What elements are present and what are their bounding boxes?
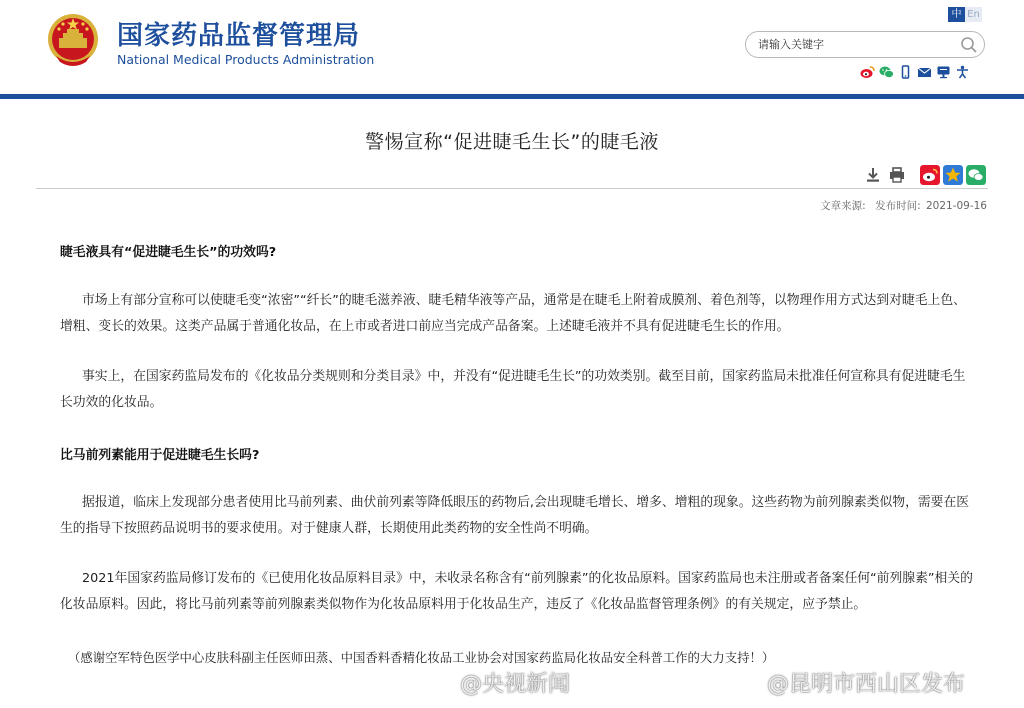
lang-en-button[interactable]: En xyxy=(965,7,982,22)
search-input[interactable] xyxy=(758,36,948,53)
watermark-left-text: @央视新闻 xyxy=(460,672,571,697)
national-emblem-icon xyxy=(46,12,100,68)
site-title[interactable]: 国家药品监督管理局 xyxy=(117,21,361,51)
weibo-icon[interactable] xyxy=(860,65,875,79)
article-meta xyxy=(820,198,987,213)
language-switch xyxy=(948,7,982,22)
paragraph-1 xyxy=(60,288,978,340)
feedback-icon[interactable] xyxy=(936,65,951,79)
watermark-right xyxy=(735,667,965,698)
site-header xyxy=(0,0,1024,94)
paragraph-2-text: 事实上，在国家药监局发布的《化妆品分类规则和分类目录》中，并没有“促进睫毛生长”的功效类别。截至目前，国家药监局未批准任何宣称具有促进睫毛生长功效的化妆品。 xyxy=(60,369,966,410)
article-title: 警惕宣称“促进睫毛生长”的睫毛液 xyxy=(365,131,659,153)
weibo-share-icon[interactable] xyxy=(920,165,940,185)
header-divider-bar xyxy=(0,94,1024,99)
question-heading-1: 睫毛液具有“促进睫毛生长”的功效吗? xyxy=(60,245,277,260)
source-label: 文章来源: xyxy=(820,200,866,212)
email-icon[interactable] xyxy=(917,65,932,79)
search-box xyxy=(745,31,985,58)
mobile-icon[interactable] xyxy=(898,65,913,79)
paragraph-3 xyxy=(60,490,978,542)
weibo-watermark-icon xyxy=(735,670,765,696)
lang-zh-button[interactable]: 中 xyxy=(948,7,965,22)
weibo-watermark-icon xyxy=(428,670,458,696)
publish-date: 2021-09-16 xyxy=(925,200,987,212)
paragraph-2 xyxy=(60,364,978,416)
accessibility-icon[interactable] xyxy=(955,65,970,79)
social-links xyxy=(860,65,970,79)
watermark-left xyxy=(428,667,570,698)
paragraph-4-text: 2021年国家药监局修订发布的《已使用化妆品原料目录》中，未收录名称含有“前列腺素”的化妆品原料。国家药监局也未注册或者备案任何“前列腺素”相关的化妆品原料。因此，将比马前列素等前列腺素类似物作为化妆品原料用于化妆品生产，违反了《化妆品监督管理条例》的有关规定，应予禁止。 xyxy=(60,571,973,612)
title-divider xyxy=(36,188,988,189)
download-icon[interactable] xyxy=(864,166,882,184)
print-icon[interactable] xyxy=(888,166,906,184)
acknowledgement: （感谢空军特色医学中心皮肤科副主任医师田蒸、中国香料香精化妆品工业协会对国家药监局化妆品安全科普工作的大力支持！） xyxy=(68,650,775,665)
paragraph-1-text: 市场上有部分宣称可以使睫毛变“浓密”“纤长”的睫毛滋养液、睫毛精华液等产品，通常是在睫毛上附着成膜剂、着色剂等，以物理作用方式达到对睫毛上色、增粗、变长的效果。这类产品属于普通化妆品，在上市或者进口前应当完成产品备案。上述睫毛液并不具有促进睫毛生长的作用。 xyxy=(60,293,966,334)
article-tools xyxy=(864,165,989,185)
wechat-share-icon[interactable] xyxy=(966,165,986,185)
paragraph-3-text: 据报道，临床上发现部分患者使用比马前列素、曲伏前列素等降低眼压的药物后,会出现睫毛增长、增多、增粗的现象。这些药物为前列腺素类似物，需要在医生的指导下按照药品说明书的要求使用。对于健康人群，长期使用此类药物的安全性尚不明确。 xyxy=(60,495,970,536)
paragraph-4 xyxy=(60,566,978,618)
question-heading-2: 比马前列素能用于促进睫毛生长吗? xyxy=(60,448,260,463)
publish-label: 发布时间: xyxy=(875,200,921,212)
search-icon[interactable] xyxy=(960,36,978,54)
qzone-share-icon[interactable] xyxy=(943,165,963,185)
wechat-icon[interactable] xyxy=(879,65,894,79)
watermark-right-text: @昆明市西山区发布 xyxy=(767,672,966,697)
site-subtitle: National Medical Products Administration xyxy=(117,52,375,67)
